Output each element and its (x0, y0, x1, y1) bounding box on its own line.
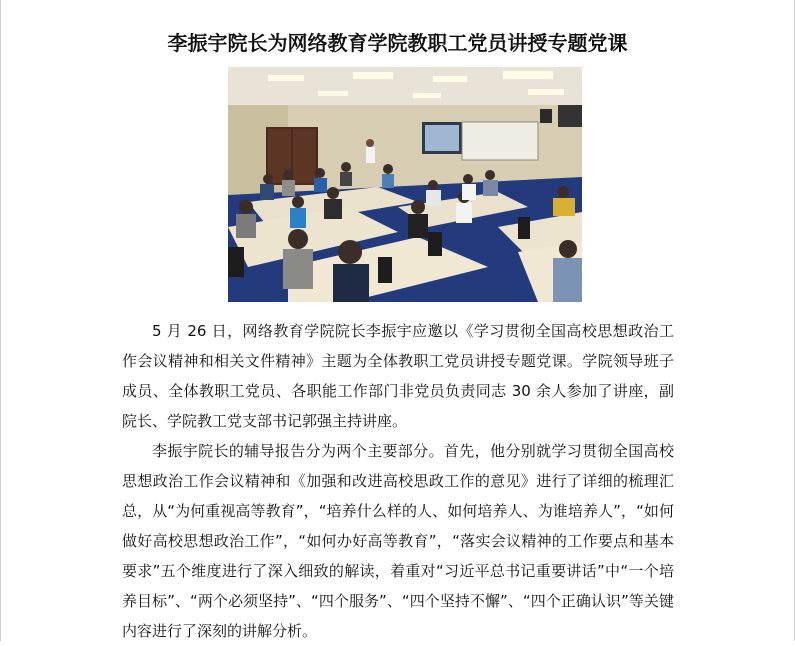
page-border-left (0, 0, 1, 641)
article-title: 李振宇院长为网络教育学院教职工党员讲授专题党课 (167, 31, 628, 55)
paragraph-2: 李振宇院长的辅导报告分为两个主要部分。首先，他分别就学习贯彻全国高校思想政治工作会议精神和《加强和改进高校思政工作的意见》进行了详细的梳理汇总，从“为何重视高等教育”，“培养什么样的人、如何培养人、为谁培养人”，“如何做好高校思想政治工作”，“如何办好高等教育”，“落实会议精神的工作要点和基本要求”五个维度进行了深入细致的解读，着重对“习近平总书记重要讲话”中“一个培养目标”、“两个必须坚持”、“四个服务”、“四个坚持不懈”、“四个正确认识”等关键内容进行了深刻的讲解分析。 (122, 442, 674, 640)
article-body (122, 316, 674, 646)
classroom-photo (228, 67, 582, 302)
paragraph-1: 5 月 26 日，网络教育学院院长李振宇应邀以《学习贯彻全国高校思想政治工作会议精神和相关文件精神》主题为全体教职工党员讲授专题党课。学院领导班子成员、全体教职工党员、各职能工作部门非党员负责同志 30 余人参加了讲座，副院长、学院教工党支部书记郭强主持讲座。 (122, 322, 674, 430)
